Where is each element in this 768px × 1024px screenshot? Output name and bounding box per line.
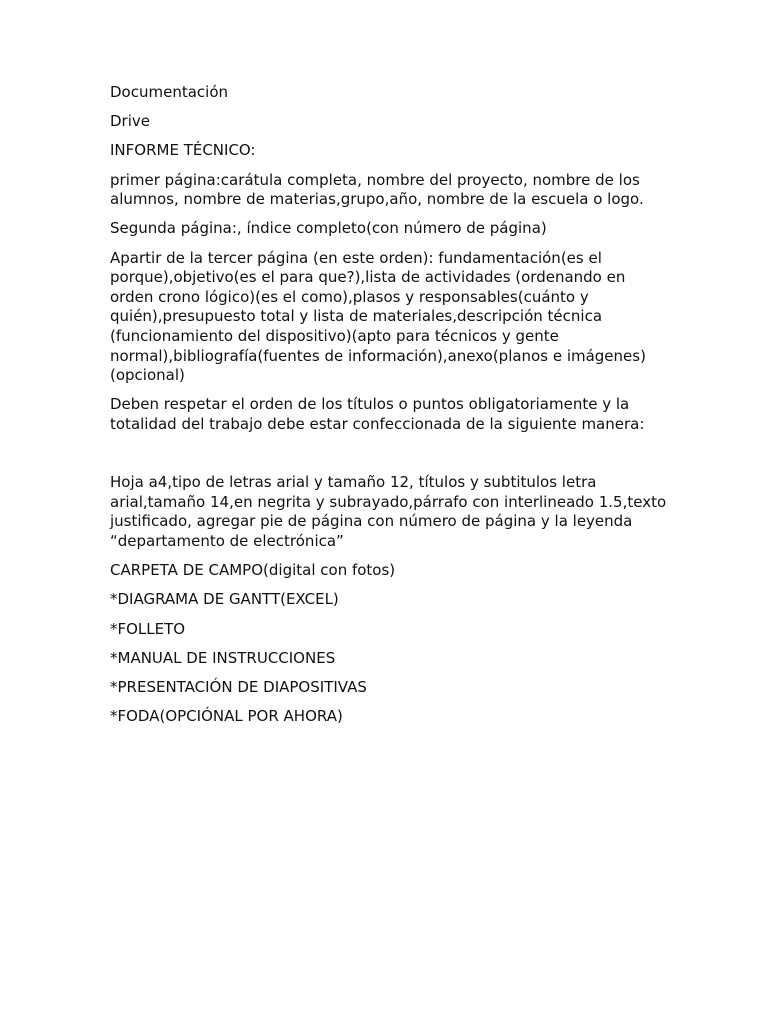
- doc-line-drive: Drive: [110, 112, 150, 131]
- list-item-foda: *FODA(OPCIÓNAL POR AHORA): [110, 707, 343, 726]
- list-item-carpeta-de-campo: CARPETA DE CAMPO(digital con fotos): [110, 561, 396, 580]
- list-item-presentacion-diapositivas: *PRESENTACIÓN DE DIAPOSITIVAS: [110, 677, 367, 696]
- list-item-folleto: *FOLLETO: [110, 619, 186, 638]
- blank-line: [110, 444, 670, 464]
- paragraph-tercer-pagina: Apartir de la tercer página (en este orden): fundamentación(es el porque),objetivo(es el para que?),lista de actividades (ordenando en orden crono lógico)(es el como),plasos y responsables(cuánto y quién),presupuesto total y lista de materiales,descripción técnica (funcionamiento del dispositivo)(apto para técnicos y gente normal),bibliografía(fuentes de información),anexo(planos e imágenes)(opcional): [110, 248, 646, 385]
- list-item-manual-instrucciones: *MANUAL DE INSTRUCCIONES: [110, 648, 336, 667]
- doc-heading-documentacion: Documentación: [110, 83, 229, 101]
- paragraph-orden-titulos: Deben respetar el orden de los títulos o puntos obligatoriamente y la totalidad del trabajo debe estar confeccionada de la siguiente manera:: [110, 395, 645, 433]
- paragraph-segunda-pagina: Segunda página:, índice completo(con número de página): [110, 219, 547, 238]
- document-page: [110, 83, 670, 736]
- doc-heading-informe-tecnico: INFORME TÉCNICO:: [110, 141, 256, 160]
- paragraph-formato-hoja: Hoja a4,tipo de letras arial y tamaño 12, títulos y subtitulos letra arial,tamaño 14,en negrita y subrayado,párrafo con interlineado 1.5,texto justificado, agregar pie de página con número de página y la leyenda “departamento de electrónica”: [110, 473, 667, 551]
- list-item-diagrama-gantt: *DIAGRAMA DE GANTT(EXCEL): [110, 590, 339, 609]
- paragraph-primer-pagina: primer página:carátula completa, nombre del proyecto, nombre de los alumnos, nombre de materias,grupo,año, nombre de la escuela o logo.: [110, 170, 644, 209]
